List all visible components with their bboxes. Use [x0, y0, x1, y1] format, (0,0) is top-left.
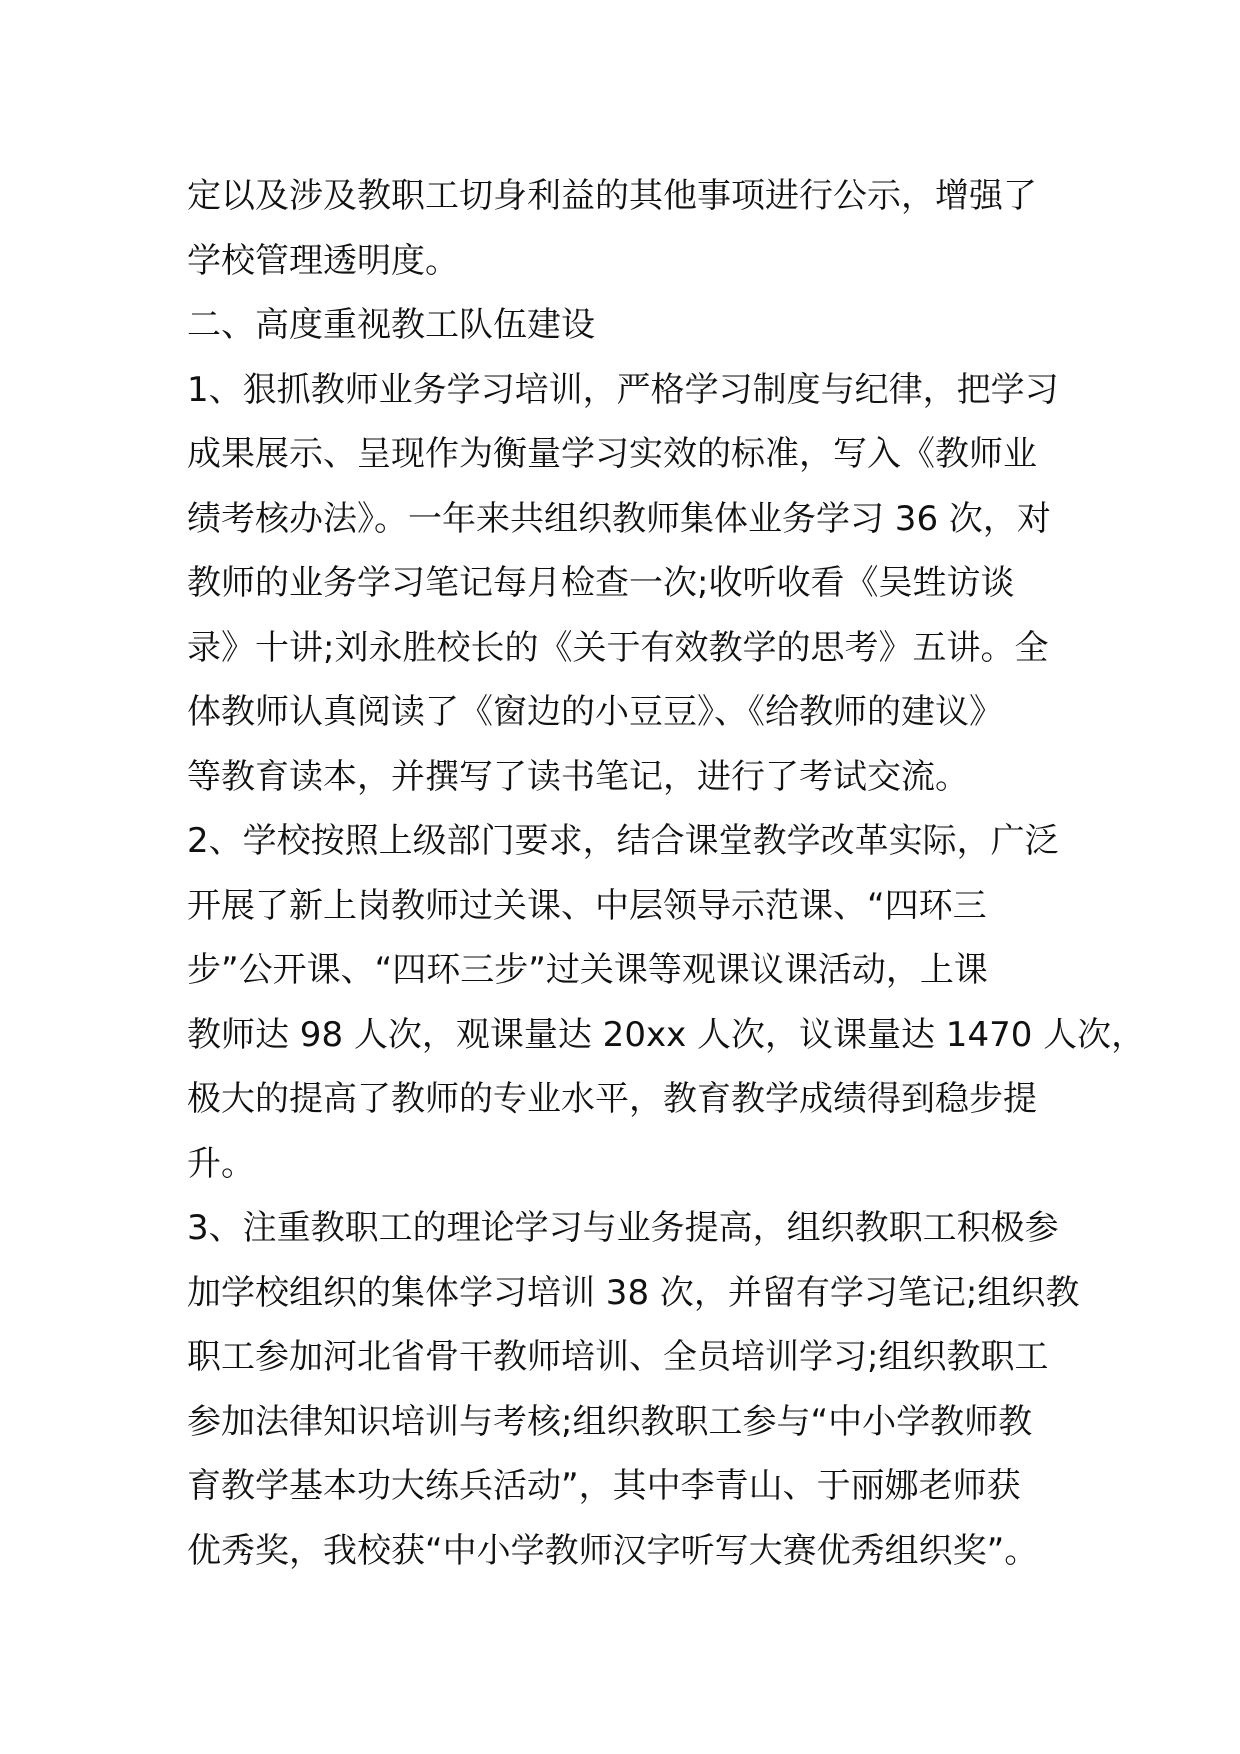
body-text-line: 步”公开课、“四环三步”过关课等观课议课活动，上课 — [187, 950, 988, 990]
body-text-line: 1、狠抓教师业务学习培训，严格学习制度与纪律，把学习 — [187, 369, 1059, 410]
body-text-line: 加学校组织的集体学习培训 38 次，并留有学习笔记;组织教 — [187, 1272, 1080, 1313]
document-body — [187, 164, 1146, 1583]
body-text-line: 等教育读本，并撰写了读书笔记，进行了考试交流。 — [187, 756, 969, 797]
body-text-line: 教师达 98 人次，观课量达 20xx 人次，议课量达 1470 人次， — [187, 1014, 1146, 1055]
body-text-line: 参加法律知识培训与考核;组织教职工参与“中小学教师教 — [187, 1401, 1033, 1442]
body-text-line: 体教师认真阅读了《窗边的小豆豆》、《给教师的建议》 — [187, 692, 1003, 732]
body-text-line: 绩考核办法》。一年来共组织教师集体业务学习 36 次，对 — [187, 498, 1051, 539]
body-text-line: 优秀奖，我校获“中小学教师汉字听写大赛优秀组织奖”。 — [187, 1530, 1039, 1571]
body-text-line: 定以及涉及教职工切身利益的其他事项进行公示，增强了 — [187, 176, 1037, 216]
body-text-line: 职工参加河北省骨干教师培训、全员培训学习;组织教职工 — [187, 1337, 1049, 1377]
body-text-line: 3、注重教职工的理论学习与业务提高，组织教职工积极参 — [187, 1208, 1059, 1248]
body-text-line: 2、学校按照上级部门要求，结合课堂教学改革实际，广泛 — [187, 821, 1059, 861]
body-text-line: 成果展示、呈现作为衡量学习实效的标准，写入《教师业 — [187, 434, 1037, 474]
body-text-line: 育教学基本功大练兵活动”，其中李青山、于丽娜老师获 — [187, 1466, 1021, 1506]
body-text-line: 学校管理透明度。 — [187, 240, 459, 281]
body-text-line: 录》十讲;刘永胜校长的《关于有效教学的思考》五讲。全 — [187, 627, 1049, 668]
body-text-line: 教师的业务学习笔记每月检查一次;收听收看《吴甡访谈 — [187, 563, 1015, 603]
section-heading: 二、高度重视教工队伍建设 — [187, 305, 595, 345]
body-text-line: 极大的提高了教师的专业水平，教育教学成绩得到稳步提 — [187, 1079, 1037, 1119]
body-text-line: 升。 — [187, 1143, 255, 1184]
body-text-line: 开展了新上岗教师过关课、中层领导示范课、“四环三 — [187, 885, 987, 926]
